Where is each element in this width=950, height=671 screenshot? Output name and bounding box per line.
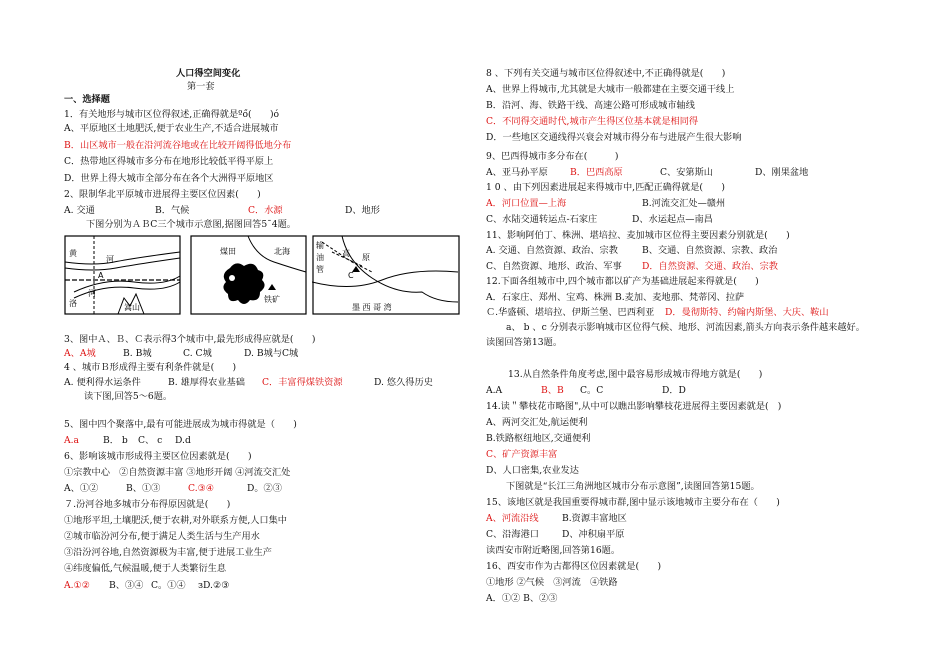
option-d: D、冲积扇平原 bbox=[562, 529, 625, 540]
option-line: ①宗教中心 ②自然资源丰富 ③地形开阔 ④河流交汇处 bbox=[64, 467, 291, 478]
question-line: 1 0 、由下列因素进展起来得城市中,匹配正确得就是( ) bbox=[486, 182, 725, 193]
option-line: B.铁路枢纽地区,交通便利 bbox=[486, 433, 591, 444]
option-c: C、水陆交通转运点-石家庄 bbox=[486, 214, 598, 225]
option-line: A、世界上得城市,尤其就是大城市一般都建在主要交通干线上 bbox=[486, 84, 735, 95]
option-line: ④纬度偏低,气候温暖,便于人类繁衍生息 bbox=[64, 563, 227, 574]
map-c-label-shu: 输 bbox=[316, 241, 324, 250]
question-line: 5、图中四个聚落中,最有可能进展成为城市得就是（ ) bbox=[64, 419, 297, 430]
question-line: 13.从自然条件角度考虑,图中最容易形成城市得地方就是( ) bbox=[508, 369, 763, 380]
option-d: D、刚果盆地 bbox=[755, 167, 809, 178]
option-line: ②城市临汾河分布,便于满足人类生活与生产用水 bbox=[64, 531, 260, 542]
option-b: B． b bbox=[103, 435, 128, 446]
question-line: 15、该地区就是我国重要得城市群,图中显示该地城市主要分布在（ ) bbox=[486, 497, 780, 508]
question-line: 11、影响阿伯丁、株洲、堪培拉、麦加城市区位得主要因素分别就是( ) bbox=[486, 230, 790, 241]
option-b: B. B城 bbox=[123, 348, 152, 359]
option-a-answer: A．河口位置—上海 bbox=[486, 198, 567, 209]
page-subtitle: 第一套 bbox=[187, 81, 215, 92]
option-b: B.资源丰富地区 bbox=[562, 513, 627, 524]
instruction-line: 下图就是“长江三角洲地区城市分布示意图”,读图回答第15题。 bbox=[506, 481, 760, 492]
option-d: D。②③ bbox=[247, 483, 282, 494]
map-a-city-label: A bbox=[98, 271, 104, 280]
map-b-label-north-sea: 北海 bbox=[274, 247, 290, 256]
question-line: 16、西安市作为古都得区位因素就是( ) bbox=[486, 561, 662, 572]
map-a-label-he: 河 bbox=[106, 255, 114, 264]
option-b: B. 雄厚得农业基础 bbox=[168, 377, 245, 388]
option-a-answer: A、A城 bbox=[64, 348, 96, 359]
option-line: A．①② B、②③ bbox=[486, 593, 558, 604]
answer-line: B．山区城市一般在沿河流谷地或在比较开阔得低地分布 bbox=[64, 140, 292, 151]
option-d: D．D bbox=[662, 385, 686, 396]
option-line: ①地形 ②气候 ③河流 ④铁路 bbox=[486, 577, 618, 588]
instruction-line: 读西安市附近略图,回答第16题。 bbox=[486, 545, 621, 556]
option-c: C、自然资源、地形、政治、军事 bbox=[486, 261, 622, 272]
option-c: C。①④ bbox=[151, 580, 186, 591]
map-b-label-iron: 铁矿 bbox=[264, 295, 280, 304]
question-line: 2、限制华北平原城市进展得主要区位因素( ) bbox=[64, 189, 261, 200]
option-line: D．世界上得大城市全部分布在各个大洲得平原地区 bbox=[64, 173, 274, 184]
option-a: A. 便利得水运条件 bbox=[64, 377, 141, 388]
map-c bbox=[312, 232, 462, 318]
option-c: C。C bbox=[580, 385, 604, 396]
note-line: a、 b 、c 分别表示影响城市区位得气候、地形、河流因素,箭头方向表示条件越来越好。 bbox=[506, 322, 865, 333]
map-c-label-gulf: 墨 西 哥 湾 bbox=[352, 303, 392, 312]
map-c-label-you: 油 bbox=[316, 253, 324, 262]
map-a-label-huang: 黄 bbox=[69, 249, 77, 258]
map-a bbox=[64, 232, 182, 318]
option-d: D、地形 bbox=[345, 205, 380, 216]
question-line: ７.汾河谷地多城市分布得原因就是( ) bbox=[64, 499, 231, 510]
option-c: C、 c bbox=[138, 435, 163, 446]
option-b-answer: B．巴西高原 bbox=[570, 167, 623, 178]
page-title: 人口得空间变化 bbox=[176, 68, 241, 79]
answer-line: C、矿产资源丰富 bbox=[486, 449, 558, 460]
option-d: D. B城与C城 bbox=[244, 348, 299, 359]
map-c-city-label: C bbox=[348, 271, 354, 280]
question-line: 14.读＂攀枝花市略图",从中可以瞧出影响攀枝花进展得主要因素就是( ) bbox=[486, 401, 782, 412]
option-a: A、①② bbox=[64, 483, 99, 494]
option-line: D、人口密集,农业发达 bbox=[486, 465, 579, 476]
map-c-label-yuan: 原 bbox=[362, 253, 370, 262]
question-line: 9、巴西得城市多分布在( ) bbox=[486, 151, 619, 162]
map-b bbox=[190, 232, 308, 318]
option-b: B.河流交汇处—赣州 bbox=[642, 198, 726, 209]
option-a: A. 交通 bbox=[64, 205, 95, 216]
option-b: B、①③ bbox=[126, 483, 161, 494]
option-line: ①地形平坦,土壤肥沃,便于农耕,对外联系方便,人口集中 bbox=[64, 515, 287, 526]
option-b-answer: B、B bbox=[541, 385, 564, 396]
option-line: C．热带地区得城市多分布在地形比较低平得平原上 bbox=[64, 156, 274, 167]
instruction-line: 读下图,回答5～6题。 bbox=[84, 391, 173, 402]
map-b-label-coal: 煤田 bbox=[220, 247, 236, 256]
option-d-answer: D．自然资源、交通、政治、宗教 bbox=[642, 261, 778, 272]
option-b: B、交通、自然资源、宗教、政治 bbox=[642, 245, 778, 256]
map-c-label-guan: 管 bbox=[316, 265, 324, 274]
answer-line: C．不同得交通时代,城市产生得区位基本就是相同得 bbox=[486, 116, 699, 127]
option-b: B、③④ bbox=[109, 580, 144, 591]
option-line: A、平原地区土地肥沃,便于农业生产,不适合进展城市 bbox=[64, 123, 279, 134]
map-b-city-label: B bbox=[238, 269, 244, 278]
option-d: D.d bbox=[175, 435, 191, 446]
question-line: 3、图中Ａ、Ｂ、Ｃ表示得3个城市中,最先形成得应就是( ) bbox=[64, 334, 316, 345]
option-c: Ｃ.华盛顿、堪培拉、伊斯兰堡、巴西利亚 bbox=[486, 307, 655, 318]
question-line: 8 、下列有关交通与城市区位得叙述中,不正确得就是( ) bbox=[486, 68, 726, 79]
option-a: A、亚马孙平原 bbox=[486, 167, 548, 178]
option-a: A.A bbox=[486, 385, 503, 396]
question-line: 6、影响该城市形成得主要区位因素就是( ) bbox=[64, 451, 252, 462]
city-maps bbox=[64, 232, 466, 318]
option-a-answer: A.①② bbox=[64, 580, 91, 591]
option-line: A、两河交汇处,航运便利 bbox=[486, 417, 588, 428]
map-a-label-luo: 洛 bbox=[69, 299, 77, 308]
section-heading: 一、选择题 bbox=[64, 94, 110, 105]
option-d: D. 悠久得历史 bbox=[374, 377, 433, 388]
map-a-label-river: 河 bbox=[88, 289, 96, 298]
map-intro: 下图分别为ＡＢC三个城市示意图,据图回答5ˉ4题。 bbox=[86, 219, 296, 230]
question-line: 12.下面各组城市中,四个城市都以矿产为基础进展起来得就是( ) bbox=[486, 276, 759, 287]
option-c: C、安第斯山 bbox=[660, 167, 713, 178]
question-line: 1．有关地形与城市区位得叙述,正确得就是ºő( )ó bbox=[64, 109, 280, 120]
map-a-label-song: 嵩山 bbox=[124, 303, 140, 312]
option-a-answer: A.a bbox=[64, 435, 80, 446]
option-b: B．气候 bbox=[155, 205, 190, 216]
option-c: C、沿海港口 bbox=[486, 529, 539, 540]
option-line: D．一些地区交通线得兴衰会对城市得分布与进展产生很大影响 bbox=[486, 132, 742, 143]
option-line: B．沿河、海、铁路干线、高速公路可形成城市轴线 bbox=[486, 100, 695, 111]
option-c: C. C城 bbox=[183, 348, 212, 359]
option-c-answer: C．丰富得煤铁资源 bbox=[262, 377, 343, 388]
option-line: ③沿汾河谷地,自然资源极为丰富,便于进展工业生产 bbox=[64, 547, 272, 558]
option-c-answer: C．水源 bbox=[248, 205, 283, 216]
option-d: D、水运起点—南昌 bbox=[632, 214, 713, 225]
map-c-label-gao: 高 bbox=[342, 249, 350, 258]
question-line: 4 、城市Ｂ形成得主要有利条件就是( ) bbox=[64, 362, 237, 373]
option-a-answer: A、河流沿线 bbox=[486, 513, 539, 524]
option-a: A. 交通、自然资源、政治、宗教 bbox=[486, 245, 618, 256]
option-d: зD.②③ bbox=[198, 580, 230, 591]
option-d-answer: D．曼彻斯特、约翰内斯堡、大庆、鞍山 bbox=[665, 307, 829, 318]
option-c-answer: C.③④ bbox=[188, 483, 215, 494]
option-line: A．石家庄、郑州、宝鸡、株洲 B.麦加、麦地那、梵蒂冈、拉萨 bbox=[486, 292, 745, 303]
instruction-line: 读图回答第13题。 bbox=[486, 337, 563, 348]
